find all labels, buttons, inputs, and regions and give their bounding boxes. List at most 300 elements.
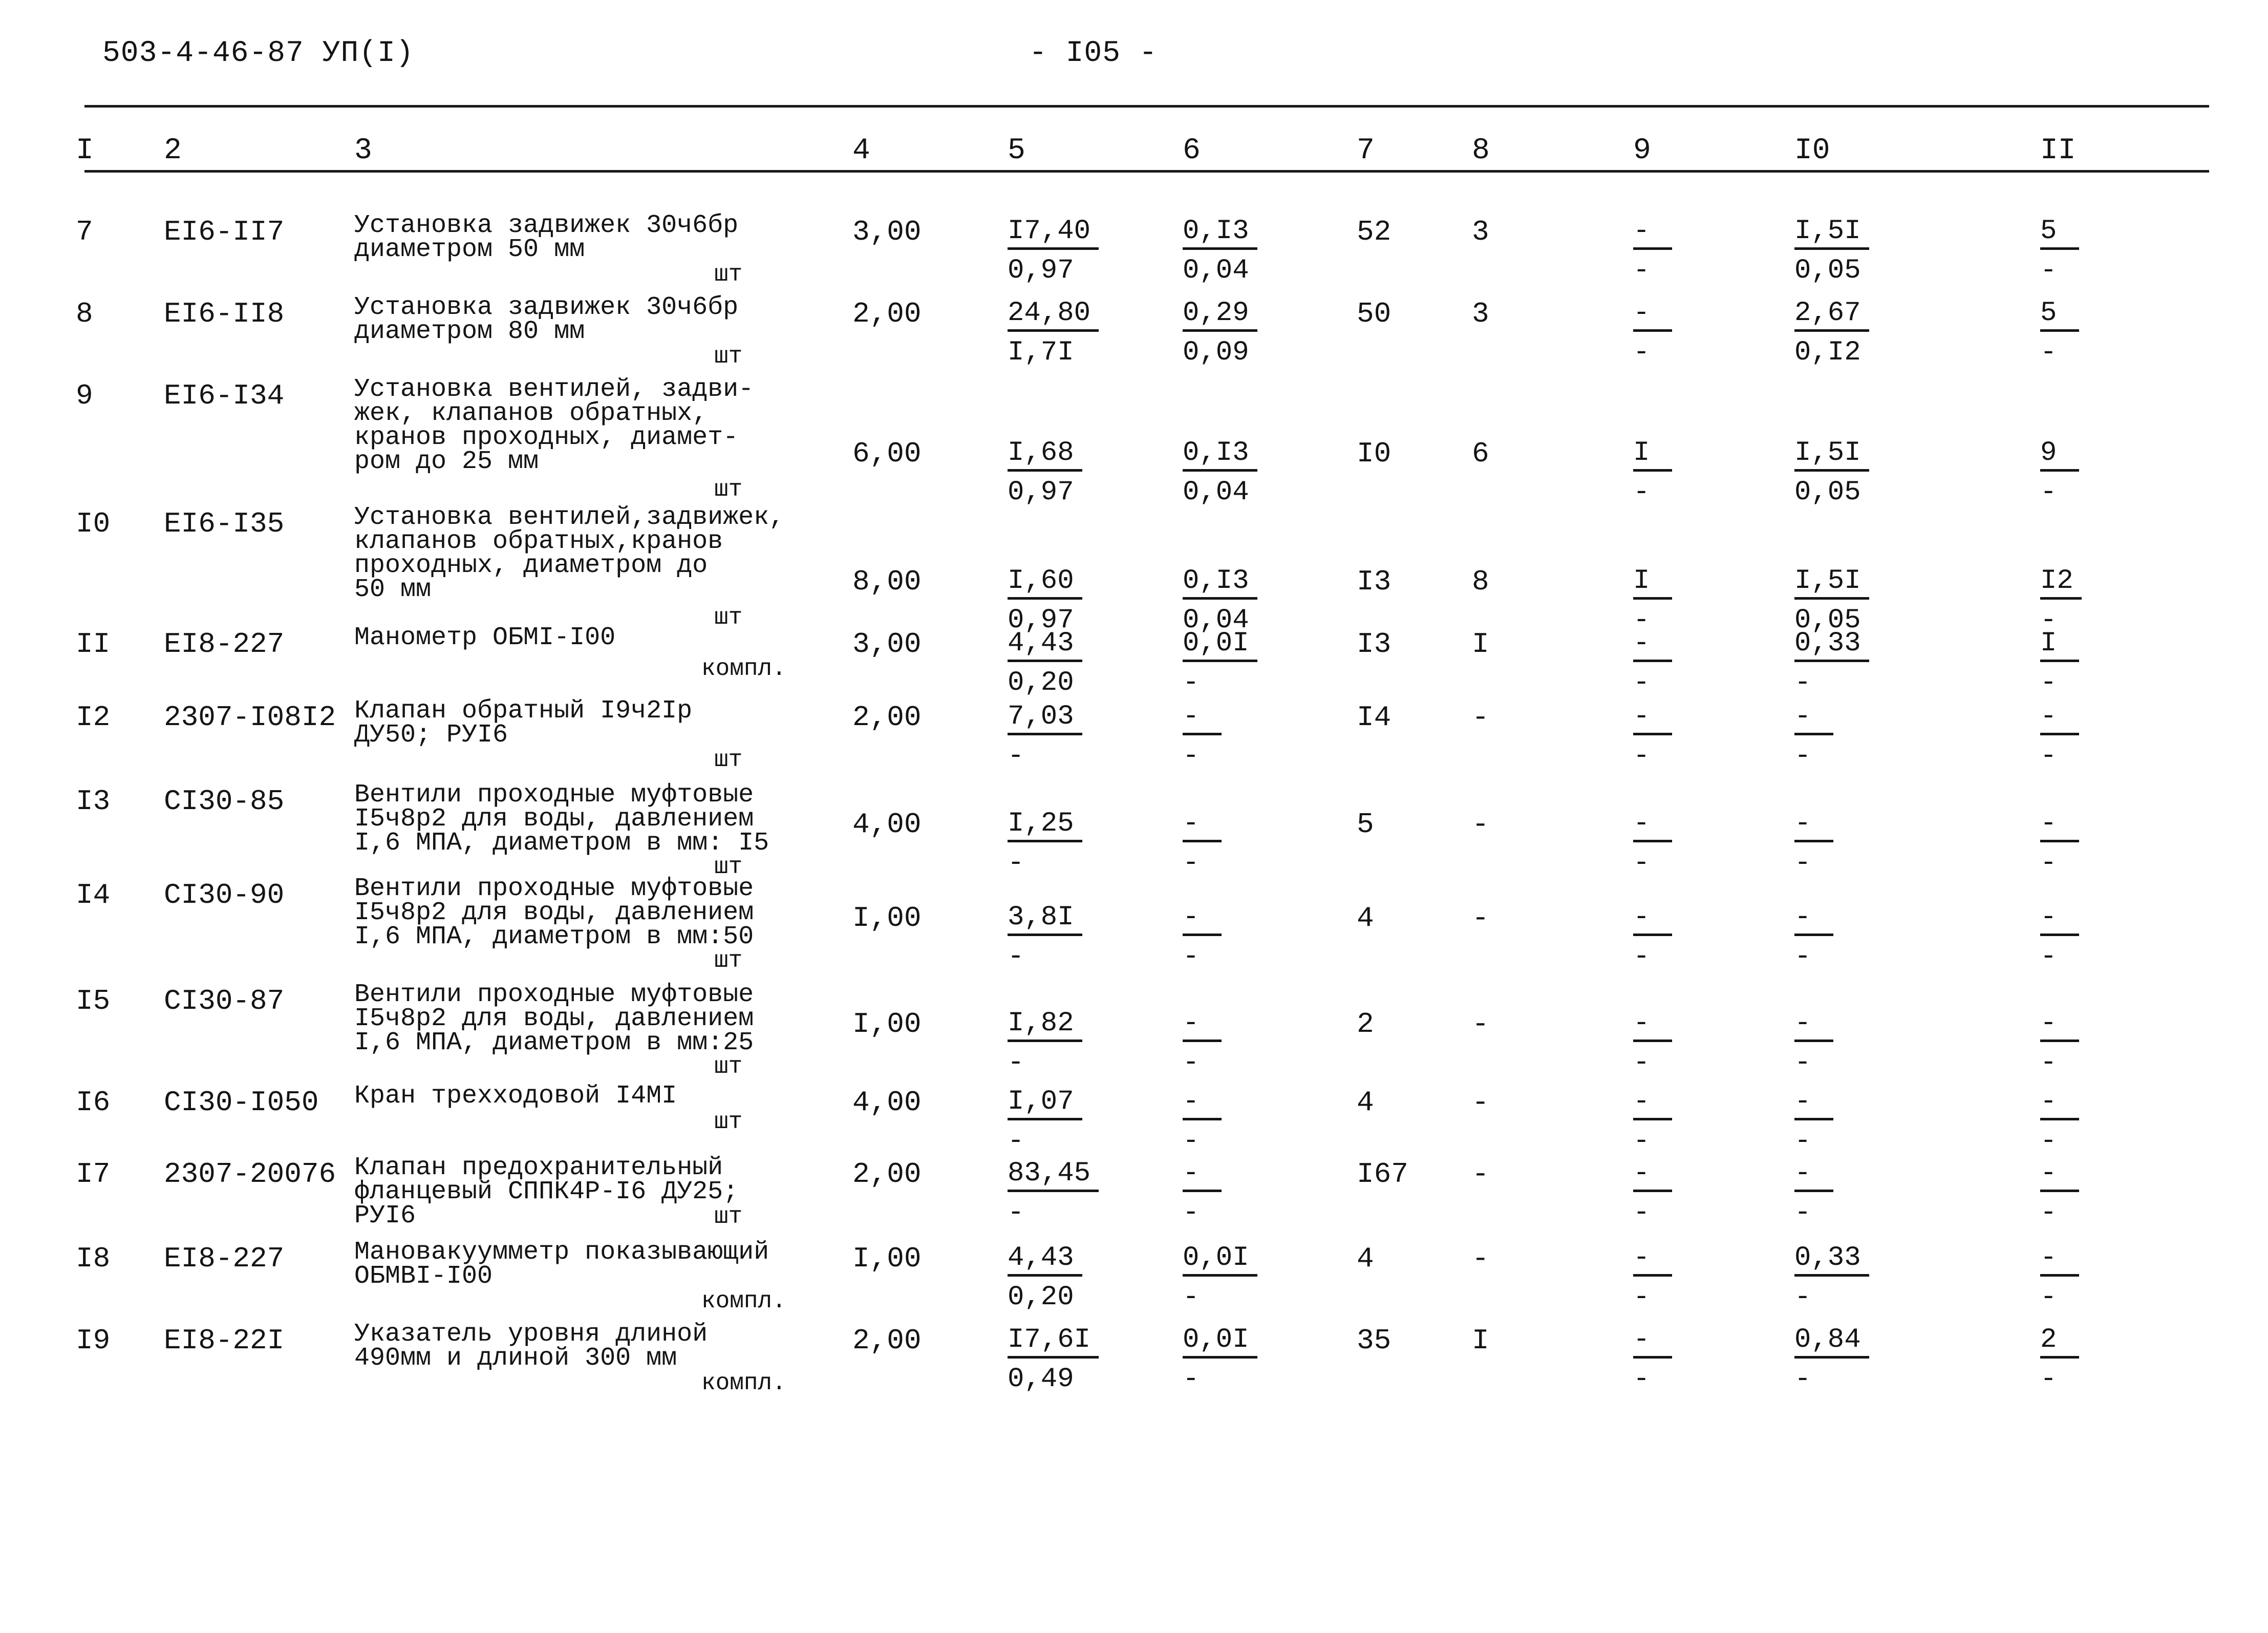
cost-col-11-denominator: - <box>2040 1126 2057 1157</box>
work-description: Установка вентилей, задви- жек, клапанов обратных, кранов проходных, диамет- ром до 25 мм <box>354 375 754 476</box>
row-number: I4 <box>76 879 111 911</box>
cost-col-11 <box>2040 439 2079 506</box>
cost-col-11-denominator: - <box>2040 847 2057 879</box>
cost-col-5-denominator: - <box>1008 847 1024 879</box>
cost-col-10-numerator: I,5I <box>1794 439 1869 472</box>
cost-col-11 <box>2040 630 2079 697</box>
work-description: Кран трехходовой I4MI <box>354 1081 677 1111</box>
cost-col-10-denominator: - <box>1794 1282 1811 1313</box>
cost-col-10-numerator: - <box>1794 1160 1833 1192</box>
cost-col-10-denominator: 0,05 <box>1794 477 1861 508</box>
row-number: II <box>76 628 111 661</box>
norm-code: CI30-85 <box>164 785 285 818</box>
total-col-7: 4 <box>1357 1086 1374 1119</box>
cost-col-5-numerator: 3,8I <box>1008 904 1082 936</box>
cost-col-9 <box>1633 1010 1672 1077</box>
page-number: - I05 - <box>1029 37 1158 70</box>
cost-col-9 <box>1633 810 1672 877</box>
cost-col-9-numerator: - <box>1633 1160 1672 1192</box>
cost-col-6-denominator: - <box>1183 941 1200 972</box>
document-code: 503-4-46-87 УП(I) <box>102 37 414 70</box>
cost-col-10-denominator: - <box>1794 1047 1811 1078</box>
measure-unit: шт <box>714 947 743 974</box>
cost-col-11-numerator: 5 <box>2040 218 2079 250</box>
cost-col-6 <box>1183 1088 1222 1155</box>
cost-col-6 <box>1183 439 1257 506</box>
cost-col-5-numerator: I,60 <box>1008 567 1082 600</box>
norm-code: EI8-227 <box>164 1242 285 1275</box>
cost-col-9-denominator: - <box>1633 1197 1650 1228</box>
work-description: Вентили проходные муфтовые I5ч8р2 для воды, давлением I,6 МПА, диаметром в мм:25 <box>354 980 754 1057</box>
total-col-7: 4 <box>1357 902 1374 935</box>
cost-col-9-numerator: I <box>1633 439 1672 472</box>
row-number: I7 <box>76 1158 111 1191</box>
measure-unit: шт <box>714 476 743 503</box>
cost-col-9-numerator: - <box>1633 1088 1672 1120</box>
norm-code: EI6-II8 <box>164 298 285 330</box>
cost-col-9-denominator: - <box>1633 1126 1650 1157</box>
total-col-7: I4 <box>1357 701 1392 734</box>
quantity: I,00 <box>852 1242 922 1275</box>
cost-col-5-numerator: I,68 <box>1008 439 1082 472</box>
work-description: Указатель уровня длиной 490мм и длиной 300 мм <box>354 1320 708 1373</box>
cost-col-10 <box>1794 300 1869 367</box>
cost-col-5-numerator: 24,80 <box>1008 300 1099 332</box>
quantity: 4,00 <box>852 1086 922 1119</box>
cost-col-5 <box>1008 567 1082 634</box>
cost-col-6 <box>1183 1160 1222 1227</box>
total-col-8: 3 <box>1472 298 1489 330</box>
column-header: II <box>2040 134 2076 167</box>
total-col-7: 52 <box>1357 216 1392 248</box>
measure-unit: шт <box>714 1203 743 1230</box>
cost-col-5-numerator: I,07 <box>1008 1088 1082 1120</box>
cost-col-10-denominator: 0,I2 <box>1794 337 1861 368</box>
total-col-7: I3 <box>1357 565 1392 598</box>
cost-col-11-denominator: - <box>2040 667 2057 698</box>
cost-col-5-denominator: 0,20 <box>1008 667 1074 698</box>
cost-col-5-denominator: - <box>1008 1126 1024 1157</box>
work-description: Установка задвижек 30ч6бр диаметром 50 мм <box>354 211 739 264</box>
total-col-7: 2 <box>1357 1008 1374 1041</box>
cost-col-5-denominator: I,7I <box>1008 337 1074 368</box>
cost-col-5 <box>1008 300 1099 367</box>
cost-col-10 <box>1794 703 1833 770</box>
cost-col-6-numerator: - <box>1183 1088 1222 1120</box>
row-number: I6 <box>76 1086 111 1119</box>
column-header: 7 <box>1357 134 1375 167</box>
cost-col-11-denominator: - <box>2040 1364 2057 1395</box>
cost-col-9-denominator: - <box>1633 941 1650 972</box>
cost-col-5-numerator: 4,43 <box>1008 1244 1082 1277</box>
column-header: 8 <box>1472 134 1490 167</box>
cost-col-6-denominator: - <box>1183 1197 1200 1228</box>
cost-col-11-denominator: - <box>2040 255 2057 286</box>
measure-unit: шт <box>714 854 743 880</box>
cost-col-5-numerator: I,25 <box>1008 810 1082 842</box>
total-col-8: I <box>1472 1324 1489 1357</box>
cost-col-11-numerator: - <box>2040 904 2079 936</box>
cost-col-6-numerator: 0,0I <box>1183 1244 1257 1277</box>
quantity: 3,00 <box>852 628 922 661</box>
cost-col-11 <box>2040 1010 2079 1077</box>
total-col-8: - <box>1472 701 1489 734</box>
cost-col-11-numerator: 9 <box>2040 439 2079 472</box>
cost-col-11 <box>2040 810 2079 877</box>
work-description: Установка вентилей,задвижек, клапанов обратных,кранов проходных, диаметром до 50 мм <box>354 503 785 604</box>
cost-col-11-numerator: - <box>2040 1010 2079 1042</box>
cost-col-10-numerator: 0,33 <box>1794 1244 1869 1277</box>
cost-col-6-denominator: - <box>1183 1047 1200 1078</box>
quantity: 2,00 <box>852 298 922 330</box>
cost-col-5 <box>1008 810 1082 877</box>
cost-col-5-numerator: 83,45 <box>1008 1160 1099 1192</box>
cost-col-6 <box>1183 630 1257 697</box>
norm-code: EI8-22I <box>164 1324 285 1357</box>
quantity: 8,00 <box>852 565 922 598</box>
cost-col-10-numerator: - <box>1794 810 1833 842</box>
work-description: Вентили проходные муфтовые I5ч8р2 для воды, давлением I,6 МПА, диаметром в мм: I5 <box>354 780 769 858</box>
cost-col-6 <box>1183 218 1257 285</box>
total-col-8: I <box>1472 628 1489 661</box>
cost-col-10 <box>1794 1326 1869 1393</box>
cost-col-5 <box>1008 1160 1099 1227</box>
cost-col-11-denominator: - <box>2040 1282 2057 1313</box>
work-description: Мановакуумметр показывающий ОБМВI-I00 <box>354 1238 769 1291</box>
cost-col-10-denominator: 0,05 <box>1794 255 1861 286</box>
cost-col-11-denominator: - <box>2040 605 2057 636</box>
cost-col-10-denominator: - <box>1794 847 1811 879</box>
cost-col-11-numerator: - <box>2040 1244 2079 1277</box>
cost-col-10 <box>1794 218 1869 285</box>
column-header: 2 <box>164 134 182 167</box>
measure-unit: шт <box>714 747 743 773</box>
cost-col-11-numerator: - <box>2040 1088 2079 1120</box>
cost-col-9-denominator: - <box>1633 1047 1650 1078</box>
cost-col-10 <box>1794 439 1869 506</box>
cost-col-6-numerator: 0,I3 <box>1183 567 1257 600</box>
quantity: 6,00 <box>852 437 922 470</box>
norm-code: CI30-87 <box>164 985 285 1017</box>
column-header: 4 <box>852 134 870 167</box>
row-number: 8 <box>76 298 93 330</box>
work-description: Клапан обратный I9ч2Iр ДУ50; РУI6 <box>354 696 693 750</box>
cost-col-9-denominator: - <box>1633 847 1650 879</box>
measure-unit: шт <box>714 1053 743 1080</box>
cost-col-6-numerator: - <box>1183 904 1222 936</box>
row-number: I2 <box>76 701 111 734</box>
cost-col-10-numerator: - <box>1794 703 1833 735</box>
cost-col-6-numerator: - <box>1183 810 1222 842</box>
cost-col-11 <box>2040 1088 2079 1155</box>
cost-col-5-denominator: 0,97 <box>1008 477 1074 508</box>
total-col-8: - <box>1472 1158 1489 1191</box>
norm-code: EI8-227 <box>164 628 285 661</box>
cost-col-6 <box>1183 904 1222 971</box>
cost-col-6-denominator: - <box>1183 740 1200 772</box>
cost-col-10-numerator: - <box>1794 1010 1833 1042</box>
cost-col-10 <box>1794 904 1833 971</box>
measure-unit: шт <box>714 1109 743 1135</box>
cost-col-10-numerator: I,5I <box>1794 218 1869 250</box>
cost-col-11-numerator: 2 <box>2040 1326 2079 1359</box>
cost-col-11-numerator: - <box>2040 1160 2079 1192</box>
cost-col-6-denominator: - <box>1183 1126 1200 1157</box>
cost-col-5 <box>1008 439 1082 506</box>
measure-unit: компл. <box>701 1370 786 1396</box>
quantity: 3,00 <box>852 216 922 248</box>
cost-col-10 <box>1794 1010 1833 1077</box>
cost-col-9-denominator: - <box>1633 667 1650 698</box>
total-col-7: 35 <box>1357 1324 1392 1357</box>
cost-col-10-denominator: - <box>1794 1126 1811 1157</box>
row-number: I9 <box>76 1324 111 1357</box>
cost-col-9-numerator: - <box>1633 703 1672 735</box>
cost-col-9 <box>1633 630 1672 697</box>
cost-col-11 <box>2040 1160 2079 1227</box>
cost-col-6-denominator: - <box>1183 847 1200 879</box>
quantity: 2,00 <box>852 1324 922 1357</box>
cost-col-6 <box>1183 1326 1257 1393</box>
cost-col-10-numerator: - <box>1794 1088 1833 1120</box>
cost-col-11 <box>2040 1244 2079 1311</box>
column-header: I0 <box>1794 134 1830 167</box>
cost-col-9-denominator: - <box>1633 740 1650 772</box>
column-header: I <box>76 134 94 167</box>
norm-code: CI30-I050 <box>164 1086 319 1119</box>
cost-col-10-denominator: - <box>1794 941 1811 972</box>
cost-col-6-denominator: 0,04 <box>1183 255 1249 286</box>
cost-col-11-numerator: 5 <box>2040 300 2079 332</box>
total-col-7: 4 <box>1357 1242 1374 1275</box>
cost-col-11-denominator: - <box>2040 477 2057 508</box>
total-col-8: - <box>1472 1008 1489 1041</box>
cost-col-9-numerator: - <box>1633 1326 1672 1359</box>
cost-col-10-denominator: 0,05 <box>1794 605 1861 636</box>
row-number: 7 <box>76 216 93 248</box>
cost-col-6 <box>1183 1244 1257 1311</box>
header-rule <box>84 170 2209 173</box>
cost-col-5-denominator: - <box>1008 1197 1024 1228</box>
cost-col-10-denominator: - <box>1794 1364 1811 1395</box>
quantity: I,00 <box>852 1008 922 1041</box>
norm-code: EI6-I35 <box>164 507 285 540</box>
cost-col-9-numerator: - <box>1633 904 1672 936</box>
cost-col-5-denominator: - <box>1008 941 1024 972</box>
cost-col-6-numerator: 0,0I <box>1183 1326 1257 1359</box>
cost-col-6-denominator: - <box>1183 1282 1200 1313</box>
cost-col-10-numerator: I,5I <box>1794 567 1869 600</box>
cost-col-9-numerator: - <box>1633 630 1672 662</box>
row-number: I5 <box>76 985 111 1017</box>
measure-unit: компл. <box>701 1288 786 1314</box>
cost-col-5 <box>1008 1244 1082 1311</box>
cost-col-5 <box>1008 1326 1099 1393</box>
cost-col-9-numerator: - <box>1633 1010 1672 1042</box>
cost-col-9 <box>1633 1160 1672 1227</box>
cost-col-10-numerator: 0,84 <box>1794 1326 1869 1359</box>
cost-col-10 <box>1794 567 1869 634</box>
cost-col-5-denominator: - <box>1008 1047 1024 1078</box>
cost-col-11-denominator: - <box>2040 740 2057 772</box>
norm-code: EI6-II7 <box>164 216 285 248</box>
work-description: Клапан предохранительный фланцевый СППК4Р-I6 ДУ25; РУI6 <box>354 1153 739 1231</box>
cost-col-9-numerator: - <box>1633 300 1672 332</box>
cost-col-10-denominator: - <box>1794 667 1811 698</box>
cost-col-11-numerator: - <box>2040 810 2079 842</box>
cost-col-6-numerator: 0,I3 <box>1183 439 1257 472</box>
cost-col-6-numerator: 0,I3 <box>1183 218 1257 250</box>
row-number: 9 <box>76 379 93 412</box>
cost-col-10-numerator: 0,33 <box>1794 630 1869 662</box>
cost-col-5-denominator: 0,20 <box>1008 1282 1074 1313</box>
cost-col-11-numerator: I <box>2040 630 2079 662</box>
cost-col-6-denominator: 0,04 <box>1183 477 1249 508</box>
cost-col-9 <box>1633 1326 1672 1393</box>
cost-col-11 <box>2040 703 2079 770</box>
cost-col-5 <box>1008 1010 1082 1077</box>
quantity: 4,00 <box>852 808 922 841</box>
cost-col-5 <box>1008 630 1082 697</box>
cost-col-9-denominator: - <box>1633 605 1650 636</box>
cost-col-9 <box>1633 218 1672 285</box>
cost-col-10 <box>1794 1160 1833 1227</box>
cost-col-11 <box>2040 218 2079 285</box>
cost-col-9 <box>1633 300 1672 367</box>
row-number: I0 <box>76 507 111 540</box>
cost-col-5-numerator: 4,43 <box>1008 630 1082 662</box>
cost-col-10 <box>1794 1244 1869 1311</box>
total-col-7: I0 <box>1357 437 1392 470</box>
cost-col-11 <box>2040 904 2079 971</box>
total-col-8: - <box>1472 1086 1489 1119</box>
cost-col-6-numerator: - <box>1183 703 1222 735</box>
cost-col-5-denominator: 0,49 <box>1008 1364 1074 1395</box>
total-col-8: 3 <box>1472 216 1489 248</box>
cost-col-5-denominator: - <box>1008 740 1024 772</box>
cost-col-9-denominator: - <box>1633 337 1650 368</box>
column-header: 3 <box>354 134 372 167</box>
cost-col-11-numerator: - <box>2040 703 2079 735</box>
column-header: 5 <box>1008 134 1025 167</box>
cost-col-5-numerator: I7,6I <box>1008 1326 1099 1359</box>
cost-col-6-numerator: 0,0I <box>1183 630 1257 662</box>
cost-col-9 <box>1633 1244 1672 1311</box>
cost-col-10-numerator: 2,67 <box>1794 300 1869 332</box>
total-col-7: I3 <box>1357 628 1392 661</box>
cost-col-11-denominator: - <box>2040 1047 2057 1078</box>
cost-col-9-denominator: - <box>1633 477 1650 508</box>
cost-col-5-numerator: I7,40 <box>1008 218 1099 250</box>
cost-col-9-numerator: - <box>1633 218 1672 250</box>
norm-code: 2307-20076 <box>164 1158 336 1191</box>
row-number: I3 <box>76 785 111 818</box>
row-number: I8 <box>76 1242 111 1275</box>
total-col-8: 8 <box>1472 565 1489 598</box>
cost-col-5-denominator: 0,97 <box>1008 255 1074 286</box>
cost-col-9 <box>1633 439 1672 506</box>
work-description: Вентили проходные муфтовые I5ч8р2 для воды, давлением I,6 МПА, диаметром в мм:50 <box>354 874 754 951</box>
cost-col-6-denominator: 0,09 <box>1183 337 1249 368</box>
cost-col-9-numerator: - <box>1633 810 1672 842</box>
cost-col-6-denominator: 0,04 <box>1183 605 1249 636</box>
cost-col-6 <box>1183 1010 1222 1077</box>
cost-col-5 <box>1008 703 1082 770</box>
quantity: 2,00 <box>852 1158 922 1191</box>
cost-col-6-denominator: - <box>1183 1364 1200 1395</box>
cost-col-5 <box>1008 1088 1082 1155</box>
cost-col-5-numerator: I,82 <box>1008 1010 1082 1042</box>
cost-col-9 <box>1633 567 1672 634</box>
norm-code: 2307-I08I2 <box>164 701 336 734</box>
quantity: 2,00 <box>852 701 922 734</box>
cost-col-6-denominator: - <box>1183 667 1200 698</box>
cost-col-6 <box>1183 810 1222 877</box>
cost-col-5-numerator: 7,03 <box>1008 703 1082 735</box>
cost-col-9-numerator: - <box>1633 1244 1672 1277</box>
cost-col-6-numerator: - <box>1183 1010 1222 1042</box>
cost-col-10-numerator: - <box>1794 904 1833 936</box>
measure-unit: компл. <box>701 655 786 682</box>
norm-code: CI30-90 <box>164 879 285 911</box>
cost-col-11 <box>2040 300 2079 367</box>
cost-col-11-denominator: - <box>2040 337 2057 368</box>
cost-col-5 <box>1008 904 1082 971</box>
cost-col-10 <box>1794 1088 1833 1155</box>
quantity: I,00 <box>852 902 922 935</box>
measure-unit: шт <box>714 343 743 370</box>
cost-col-10-denominator: - <box>1794 1197 1811 1228</box>
cost-col-10 <box>1794 630 1869 697</box>
cost-col-9-denominator: - <box>1633 1364 1650 1395</box>
total-col-7: 50 <box>1357 298 1392 330</box>
cost-col-11-denominator: - <box>2040 941 2057 972</box>
column-header: 6 <box>1183 134 1201 167</box>
cost-col-6 <box>1183 567 1257 634</box>
cost-col-6-numerator: - <box>1183 1160 1222 1192</box>
measure-unit: шт <box>714 261 743 288</box>
cost-col-9 <box>1633 1088 1672 1155</box>
cost-col-6-numerator: 0,29 <box>1183 300 1257 332</box>
total-col-8: - <box>1472 808 1489 841</box>
cost-col-9 <box>1633 703 1672 770</box>
cost-col-11-denominator: - <box>2040 1197 2057 1228</box>
cost-col-6 <box>1183 703 1222 770</box>
total-col-8: 6 <box>1472 437 1489 470</box>
work-description: Установка задвижек 30ч6бр диаметром 80 мм <box>354 293 739 346</box>
norm-code: EI6-I34 <box>164 379 285 412</box>
cost-col-5 <box>1008 218 1099 285</box>
cost-col-9-numerator: I <box>1633 567 1672 600</box>
cost-col-9-denominator: - <box>1633 1282 1650 1313</box>
measure-unit: шт <box>714 604 743 631</box>
cost-col-10 <box>1794 810 1833 877</box>
total-col-8: - <box>1472 1242 1489 1275</box>
work-description: Манометр ОБМI-I00 <box>354 623 616 652</box>
total-col-7: 5 <box>1357 808 1374 841</box>
cost-col-9 <box>1633 904 1672 971</box>
cost-col-11 <box>2040 567 2082 634</box>
cost-col-9-denominator: - <box>1633 255 1650 286</box>
top-rule <box>84 105 2209 108</box>
cost-col-11 <box>2040 1326 2079 1393</box>
total-col-7: I67 <box>1357 1158 1408 1191</box>
cost-col-6 <box>1183 300 1257 367</box>
cost-col-10-denominator: - <box>1794 740 1811 772</box>
cost-col-11-numerator: I2 <box>2040 567 2082 600</box>
column-header: 9 <box>1633 134 1651 167</box>
cost-col-5-denominator: 0,97 <box>1008 605 1074 636</box>
